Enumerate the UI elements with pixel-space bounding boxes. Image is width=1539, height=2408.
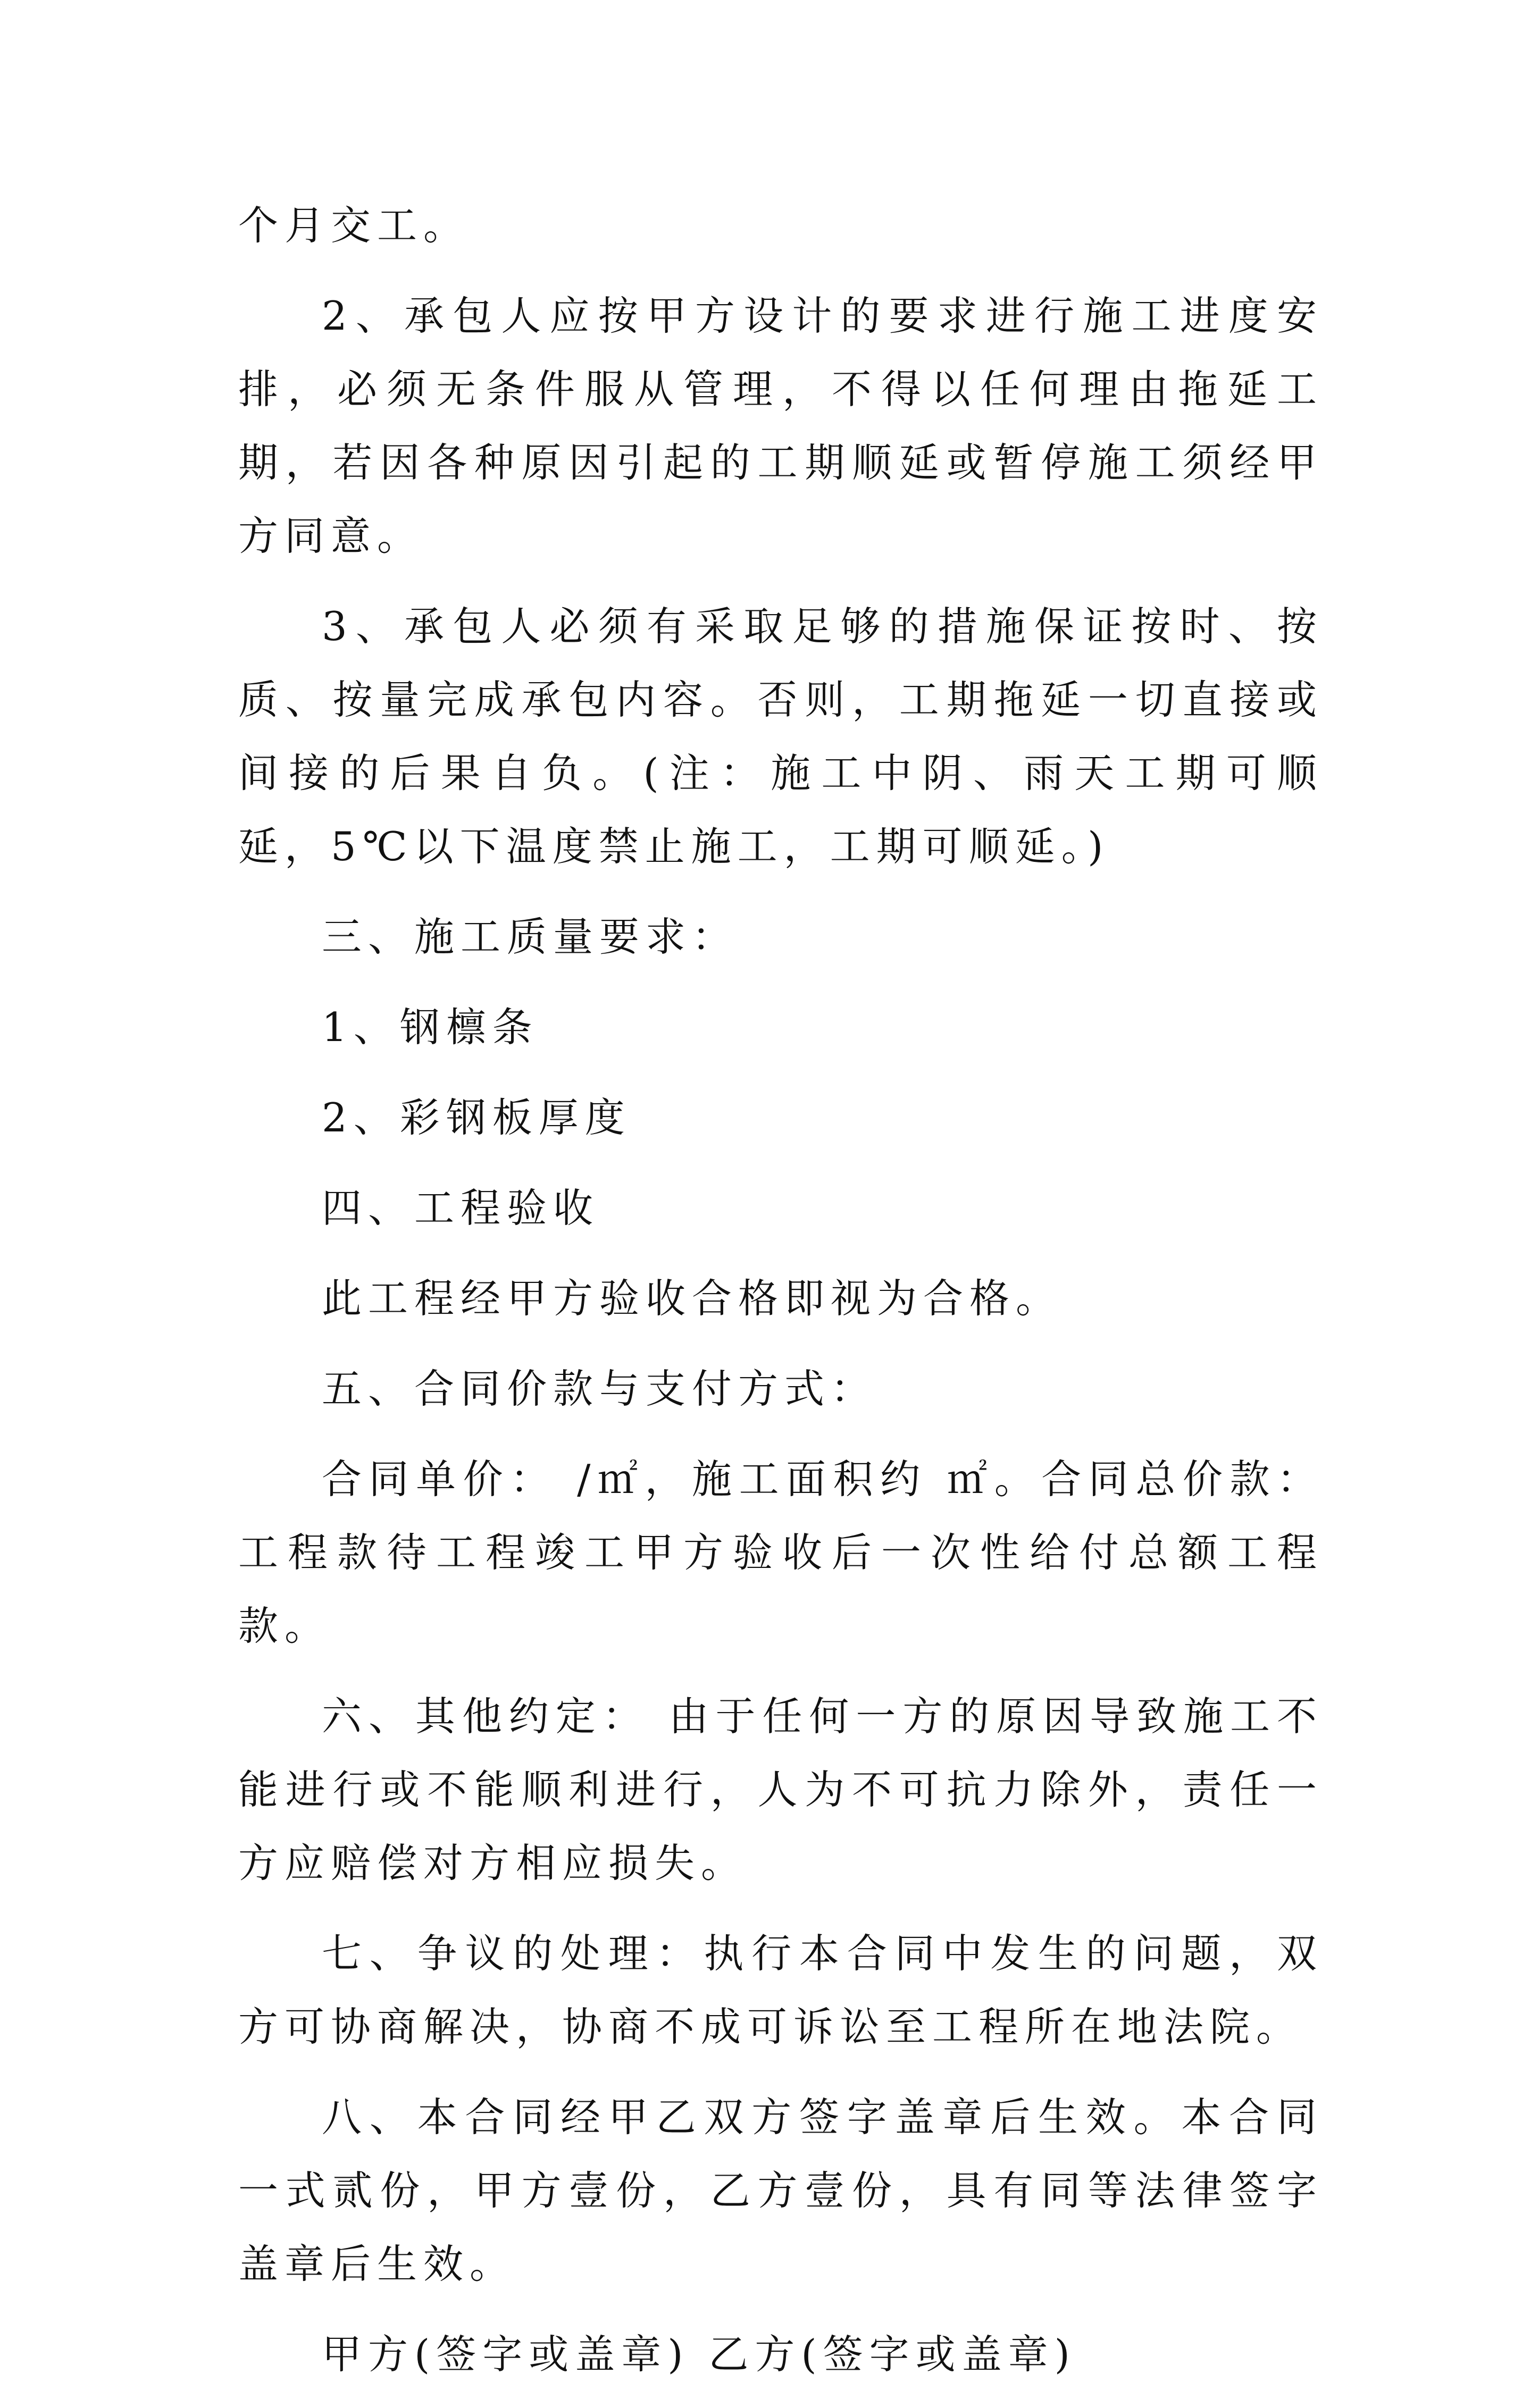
section-heading-acceptance: 四、工程验收 (322, 1185, 600, 1231)
quality-item-steel-purlin: 1、钢檩条 (322, 1004, 539, 1051)
signature-line: 甲方(签字或盖章) 乙方(签字或盖章) (322, 2331, 1076, 2378)
section-heading-quality: 三、施工质量要求： (322, 913, 739, 960)
document-page (238, 189, 1323, 2408)
paragraph-continuation: 个月交工。 (238, 202, 470, 249)
section-heading-payment: 五、合同价款与支付方式： (322, 1365, 877, 1412)
section-effectiveness: 八、本合同经甲乙双方签字盖章后生效。本合同一式贰份，甲方壹份，乙方壹份，具有同等法律签字盖章后生效。 (238, 2094, 1323, 2287)
section-dispute-resolution: 七、争议的处理：执行本合同中发生的问题，双方可协商解决，协商不成可诉讼至工程所在地法院。 (238, 1930, 1323, 2050)
section-other-agreements: 六、其他约定： 由于任何一方的原因导致施工不能进行或不能顺利进行，人为不可抗力除外，责任一方应赔偿对方相应损失。 (238, 1693, 1323, 1886)
paragraph-clause-3-measures: 3、承包人必须有采取足够的措施保证按时、按质、按量完成承包内容。否则，工期拖延一切直接或间接的后果自负。(注：施工中阴、雨天工期可顺延，5℃以下温度禁止施工，工期可顺延。) (238, 603, 1323, 870)
paragraph-acceptance: 此工程经甲方验收合格即视为合格。 (322, 1275, 1063, 1322)
quality-item-panel-thickness: 2、彩钢板厚度 (322, 1094, 631, 1141)
paragraph-clause-2-schedule: 2、承包人应按甲方设计的要求进行施工进度安排，必须无条件服从管理，不得以任何理由拖延工期，若因各种原因引起的工期顺延或暂停施工须经甲方同意。 (238, 292, 1323, 559)
paragraph-payment: 合同单价： /㎡，施工面积约 ㎡。合同总价款： 工程款待工程竣工甲方验收后一次性给付总额工程款。 (238, 1456, 1323, 1649)
